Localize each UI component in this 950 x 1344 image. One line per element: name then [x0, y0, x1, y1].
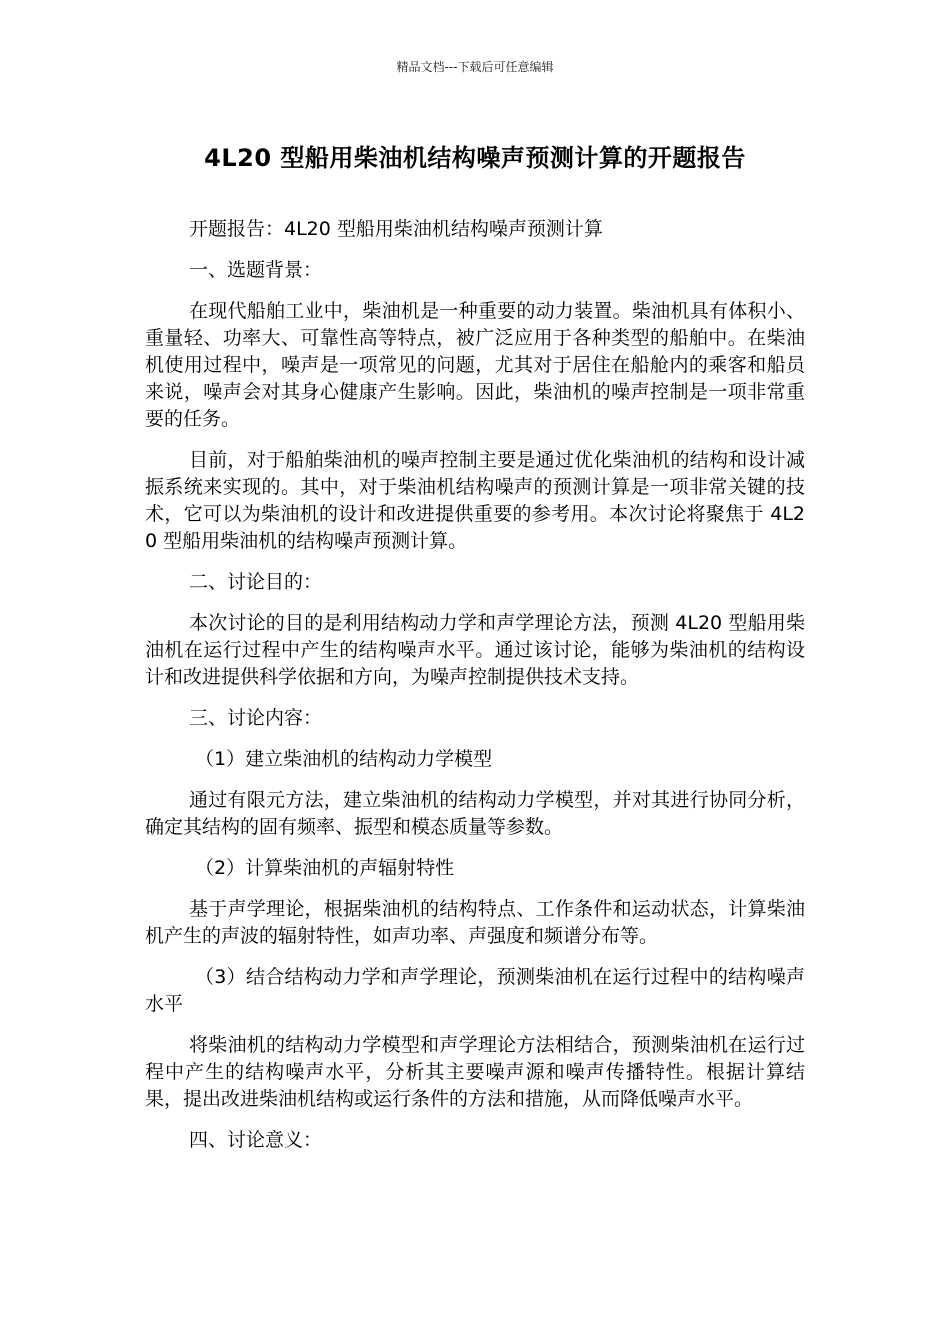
report-subject: 开题报告：4L20 型船用柴油机结构噪声预测计算 [189, 218, 603, 240]
paragraph-purpose: 本次讨论的目的是利用结构动力学和声学理论方法，预测 4L20 型船用柴油机在运行过程中产生的结构噪声水平。通过该讨论，能够为柴油机的结构设计和改进提供科学依据和方向，为噪声控制提供技术支持。 [145, 612, 805, 688]
document-title: 4L20 型船用柴油机结构噪声预测计算的开题报告 [204, 144, 746, 172]
section-heading-purpose: 二、讨论目的： [189, 571, 323, 593]
paragraph-background-2: 目前，对于船舶柴油机的噪声控制主要是通过优化柴油机的结构和设计减振系统来实现的。其中，对于柴油机结构噪声的预测计算是一项非常关键的技术，它可以为柴油机的设计和改进提供重要的参考用。本次讨论将聚焦于 4L20 型船用柴油机的结构噪声预测计算。 [145, 449, 805, 552]
subheading-1: （1）建立柴油机的结构动力学模型 [195, 748, 493, 770]
document-body [145, 216, 805, 1168]
paragraph-content-1: 通过有限元方法，建立柴油机的结构动力学模型，并对其进行协同分析，确定其结构的固有频率、振型和模态质量等参数。 [145, 789, 805, 838]
section-heading-content: 三、讨论内容： [189, 707, 323, 729]
subheading-2: （2）计算柴油机的声辐射特性 [195, 857, 455, 879]
section-heading-background: 一、选题背景： [189, 259, 323, 281]
paragraph-content-3: 将柴油机的结构动力学模型和声学理论方法相结合，预测柴油机在运行过程中产生的结构噪声水平，分析其主要噪声源和噪声传播特性。根据计算结果，提出改进柴油机结构或运行条件的方法和措施，从而降低噪声水平。 [145, 1034, 805, 1110]
paragraph-background-1: 在现代船舶工业中，柴油机是一种重要的动力装置。柴油机具有体积小、重量轻、功率大、可靠性高等特点，被广泛应用于各种类型的船舶中。在柴油机使用过程中，噪声是一项常见的问题，尤其对于居住在船舱内的乘客和船员来说，噪声会对其身心健康产生影响。因此，柴油机的噪声控制是一项非常重要的任务。 [145, 300, 805, 430]
page-header: 精品文档---下载后可任意编辑 [396, 60, 554, 74]
subheading-3: （3）结合结构动力学和声学理论，预测柴油机在运行过程中的结构噪声水平 [145, 966, 805, 1015]
section-heading-significance: 四、讨论意义： [189, 1129, 323, 1151]
paragraph-content-2: 基于声学理论，根据柴油机的结构特点、工作条件和运动状态，计算柴油机产生的声波的辐射特性，如声功率、声强度和频谱分布等。 [145, 898, 805, 947]
